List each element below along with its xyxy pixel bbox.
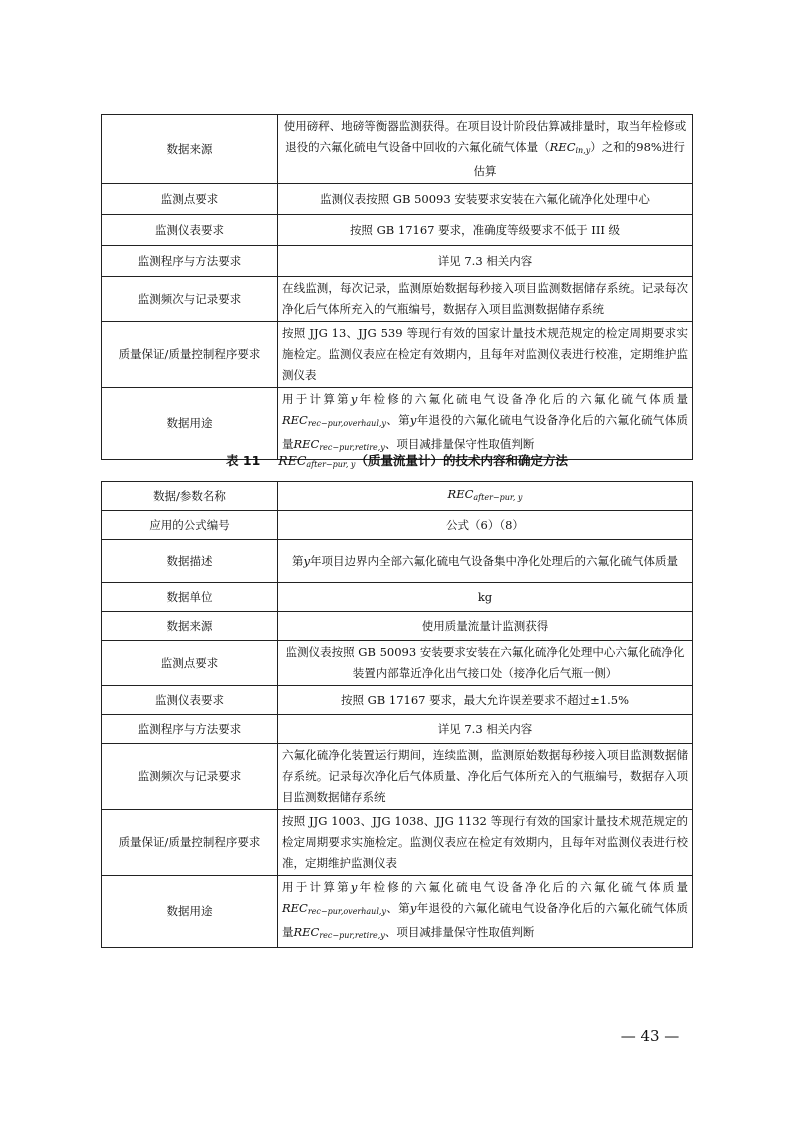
row-key: 数据用途 — [102, 388, 278, 460]
var-rec: REC — [278, 453, 307, 468]
row-key: 监测频次与记录要求 — [102, 744, 278, 810]
row-value: 用于计算第y年检修的六氟化硫电气设备净化后的六氟化硫气体质量$REC_{rec-pur,overhaul,y}$、第y年退役的六氟化硫电气设备净化后的六氟化硫气体质量$REC_{rec-pur,retire,y}$、项目减排量保守性取值判断 — [278, 388, 693, 460]
row-value: kg — [278, 583, 693, 612]
row-value: 详见 7.3 相关内容 — [278, 246, 693, 277]
row-value: 第y年项目边界内全部六氟化硫电气设备集中净化处理后的六氟化硫气体质量 — [278, 540, 693, 583]
table-row — [102, 715, 693, 744]
row-key: 数据来源 — [102, 115, 278, 184]
row-key: 监测仪表要求 — [102, 215, 278, 246]
table-row — [102, 277, 693, 322]
row-value: 按照 GB 17167 要求，最大允许误差要求不超过±1.5% — [278, 686, 693, 715]
row-value: 详见 7.3 相关内容 — [278, 715, 693, 744]
row-key: 监测点要求 — [102, 184, 278, 215]
table-row — [102, 641, 693, 686]
row-key: 监测程序与方法要求 — [102, 246, 278, 277]
row-key: 应用的公式编号 — [102, 511, 278, 540]
row-key: 数据单位 — [102, 583, 278, 612]
table-row — [102, 686, 693, 715]
row-key: 数据来源 — [102, 612, 278, 641]
row-key: 质量保证/质量控制程序要求 — [102, 322, 278, 388]
table-label: 表 11 — [226, 453, 261, 468]
row-key: 数据描述 — [102, 540, 278, 583]
table-row — [102, 612, 693, 641]
var-rec: REC — [549, 140, 576, 154]
row-key: 监测程序与方法要求 — [102, 715, 278, 744]
table-row — [102, 540, 693, 583]
row-value: 用于计算第y年检修的六氟化硫电气设备净化后的六氟化硫气体质量$REC_{rec-pur,overhaul,y}$、第y年退役的六氟化硫电气设备净化后的六氟化硫气体质量$REC_{rec-pur,retire,y}$、项目减排量保守性取值判断 — [278, 876, 693, 948]
table-1-continued — [101, 114, 693, 460]
row-value: 公式（6）（8） — [278, 511, 693, 540]
row-value: 按照 GB 17167 要求，准确度等级要求不低于 III 级 — [278, 215, 693, 246]
table-row — [102, 511, 693, 540]
table-11-caption: 表 11 $REC_{after-pur, y}$（质量流量计）的技术内容和确定方法 — [226, 453, 568, 469]
row-value: $REC_{after-pur, y}$ — [278, 482, 693, 511]
row-key: 质量保证/质量控制程序要求 — [102, 810, 278, 876]
row-value: 在线监测，每次记录，监测原始数据每秒接入项目监测数据储存系统。记录每次净化后气体所充入的气瓶编号，数据存入项目监测数据储存系统 — [278, 277, 693, 322]
row-key: 数据/参数名称 — [102, 482, 278, 511]
table-row — [102, 388, 693, 460]
row-value: 监测仪表按照 GB 50093 安装要求安装在六氟化硫净化处理中心六氟化硫净化装置内部靠近净化出气接口处（接净化后气瓶一侧） — [278, 641, 693, 686]
table-row — [102, 184, 693, 215]
row-value: 使用质量流量计监测获得 — [278, 612, 693, 641]
table-row — [102, 583, 693, 612]
row-key: 数据用途 — [102, 876, 278, 948]
caption-text: （质量流量计）的技术内容和确定方法 — [355, 453, 568, 468]
table-row — [102, 482, 693, 511]
row-value: 按照 JJG 1003、JJG 1038、JJG 1132 等现行有效的国家计量技术规范规定的检定周期要求实施检定。监测仪表应在检定有效期内，且每年对监测仪表进行校准，定期维护监测仪表 — [278, 810, 693, 876]
page-number: — 43 — — [620, 1027, 680, 1045]
row-key: 监测频次与记录要求 — [102, 277, 278, 322]
table-row — [102, 246, 693, 277]
table-row — [102, 215, 693, 246]
row-value: 按照 JJG 13、JJG 539 等现行有效的国家计量技术规范规定的检定周期要求实施检定。监测仪表应在检定有效期内，且每年对监测仪表进行校准，定期维护监测仪表 — [278, 322, 693, 388]
row-value: 监测仪表按照 GB 50093 安装要求安装在六氟化硫净化处理中心 — [278, 184, 693, 215]
table-row — [102, 115, 693, 184]
table-row — [102, 876, 693, 948]
row-key: 监测点要求 — [102, 641, 278, 686]
table-row — [102, 810, 693, 876]
table-row — [102, 322, 693, 388]
table-row — [102, 744, 693, 810]
row-value: 使用磅秤、地磅等衡器监测获得。在项目设计阶段估算减排量时，取当年检修或退役的六氟化硫电气设备中回收的六氟化硫气体量$(REC_{in,y})$之和的98%进行估算 — [278, 115, 693, 184]
row-key: 监测仪表要求 — [102, 686, 278, 715]
table-11 — [101, 481, 693, 948]
row-value: 六氟化硫净化装置运行期间，连续监测，监测原始数据每秒接入项目监测数据储存系统。记录每次净化后气体质量、净化后气体所充入的气瓶编号，数据存入项目监测数据储存系统 — [278, 744, 693, 810]
